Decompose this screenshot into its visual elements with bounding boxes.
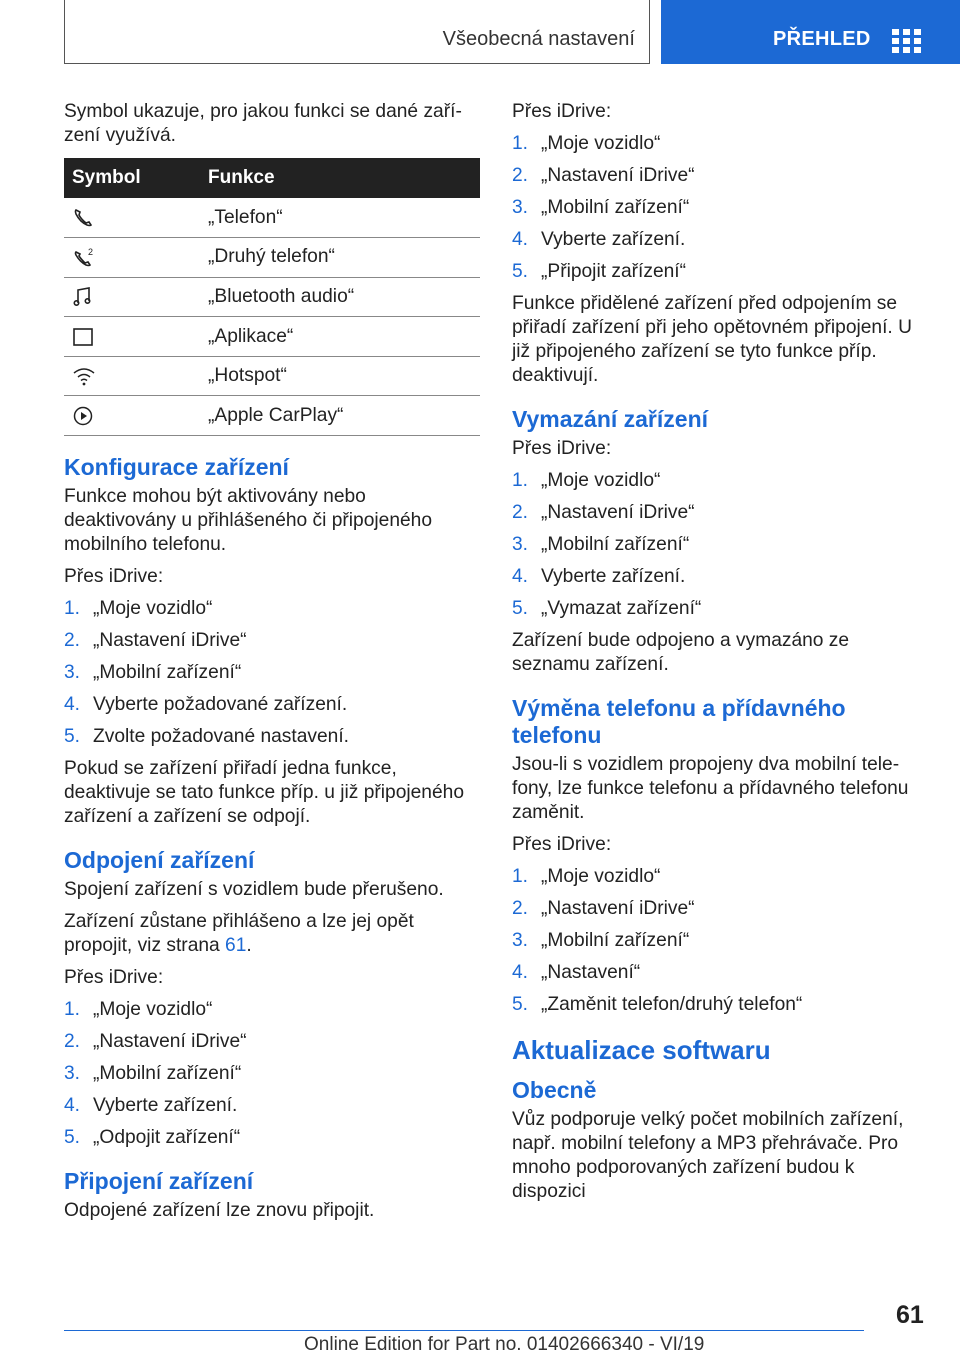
list-item: 5. „Připojit zařízení“ [512,261,687,282]
list-item: 4. Vyberte zařízení. [512,566,686,587]
list-item: 3. „Mobilní zařízení“ [64,1063,242,1085]
section-title: Všeobecná nastavení [442,28,635,50]
config-text: Funkce mohou být aktivovány nebo deaktivovány u přihlášeného či připojeného mobilního telefonu. [64,486,433,556]
swap-steps [512,865,928,1017]
footer-edition: Online Edition for Part no. 01402666340 - VI/19 [304,1334,705,1355]
list-item: 1. „Moje vozidlo“ [512,470,661,491]
list-item: 4. Vyberte zařízení. [64,1095,238,1117]
list-item: 5. „Odpojit zařízení“ [64,1127,241,1149]
swap-via: Přes iDrive: [512,834,612,855]
phone-icon [72,207,94,229]
table-row [64,198,480,238]
list-item: 2. „Nastavení iDrive“ [64,1031,247,1053]
list-item: 4. „Nastavení“ [512,962,641,983]
table-cell-label: „Apple CarPlay“ [208,396,480,436]
connect-heading: Připojení zařízení [64,1168,254,1195]
table-header-symbol: Symbol [64,158,208,198]
list-item: 2. „Nastavení iDrive“ [512,165,695,186]
app-square-icon [72,326,94,348]
grid-menu-icon[interactable] [892,29,922,53]
table-row [64,317,480,357]
delete-note: Zařízení bude odpojeno a vymazáno ze seznamu zařízení. [512,630,850,675]
table-cell-label: „Druhý telefon“ [208,238,480,278]
left-column [64,100,480,1231]
update-text: Vůz podporuje velký počet mobilních zařízení, např. mobilní telefony a MP3 přehrávače. Pro mnoho podporovaných zařízení budou k dispozici [512,1109,904,1202]
config-via: Přes iDrive: [64,566,164,588]
carplay-icon [72,405,94,427]
list-item: 1. „Moje vozidlo“ [512,133,661,154]
symbol-table [64,158,480,436]
list-item: 1. „Moje vozidlo“ [64,999,213,1021]
list-item: 1. „Moje vozidlo“ [64,598,213,620]
list-item: 5. „Vymazat zařízení“ [512,598,702,619]
connect-steps [512,132,928,284]
disconnect-heading: Odpojení zařízení [64,847,255,874]
disconnect-text: Spojení zařízení s vozidlem bude přerušeno. [64,879,444,901]
table-cell-label: „Bluetooth audio“ [208,277,480,317]
wifi-icon [72,365,96,387]
right-column [512,100,928,1212]
page-number: 61 [896,1301,924,1329]
header-section-box [64,0,650,64]
list-item: 2. „Nastavení iDrive“ [512,502,695,523]
delete-via: Přes iDrive: [512,438,612,459]
table-row [64,356,480,396]
list-item: 4. Vyberte zařízení. [512,229,686,250]
footer-divider [64,1330,864,1331]
table-cell-label: „Telefon“ [208,198,480,238]
update-subheading: Obecně [512,1077,597,1103]
connect-text: Odpojené zařízení lze znovu připojit. [64,1200,375,1222]
list-item: 3. „Mobilní zařízení“ [512,534,690,555]
list-item: 5. Zvolte požadované nastavení. [64,726,350,748]
list-item: 2. „Nastavení iDrive“ [512,898,695,919]
delete-heading: Vymazání zařízení [512,406,709,432]
table-cell-label: „Aplikace“ [208,317,480,357]
list-item: 4. Vyberte požadované zařízení. [64,694,348,716]
music-note-icon [72,286,94,308]
disconnect-via: Přes iDrive: [64,967,164,989]
connect-note: Funkce přidělené zařízení před odpojením se přiřadí zařízení při jeho opětovném připojení. U již připojeného zařízení se tyto funkce příp. deaktivují. [512,293,912,386]
list-item: 3. „Mobilní zařízení“ [64,662,242,684]
table-header-function: Funkce [208,158,480,198]
list-item: 3. „Mobilní zařízení“ [512,197,690,218]
list-item: 3. „Mobilní zařízení“ [512,930,690,951]
table-row [64,277,480,317]
disconnect-steps [64,998,480,1150]
overview-label: PŘEHLED [773,28,871,50]
update-heading: Aktualizace softwaru [512,1035,771,1065]
config-note: Pokud se zařízení přiřadí jedna funkce, deaktivuje se tato funkce příp. u již připojeného zařízení a zařízení se odpojí. [64,758,464,828]
list-item: 1. „Moje vozidlo“ [512,866,661,887]
page-link[interactable]: 61 [225,935,247,957]
config-steps [64,597,480,749]
config-heading: Konfigurace zařízení [64,454,289,481]
intro-text: Symbol ukazuje, pro jakou funkci se dané zařízení využívá. [64,101,462,146]
table-row [64,396,480,436]
phone-2-icon [72,246,96,268]
svg-text:2: 2 [88,247,94,258]
disconnect-text-2: Zařízení zůstane přihlášeno a lze jej opět propojit, viz strana 61. [64,911,414,957]
table-row [64,238,480,278]
list-item: 2. „Nastavení iDrive“ [64,630,247,652]
table-header-row [64,158,480,198]
connect-via: Přes iDrive: [512,101,612,122]
swap-text: Jsou-li s vozidlem propojeny dva mobilní telefony, lze funkce telefonu a přídavného telefonu zaměnit. [512,754,909,823]
delete-steps [512,469,928,621]
table-cell-label: „Hotspot“ [208,356,480,396]
swap-heading: Výměna telefonu a přídavného telefonu [512,695,846,748]
list-item: 5. „Zaměnit telefon/druhý telefon“ [512,994,803,1015]
